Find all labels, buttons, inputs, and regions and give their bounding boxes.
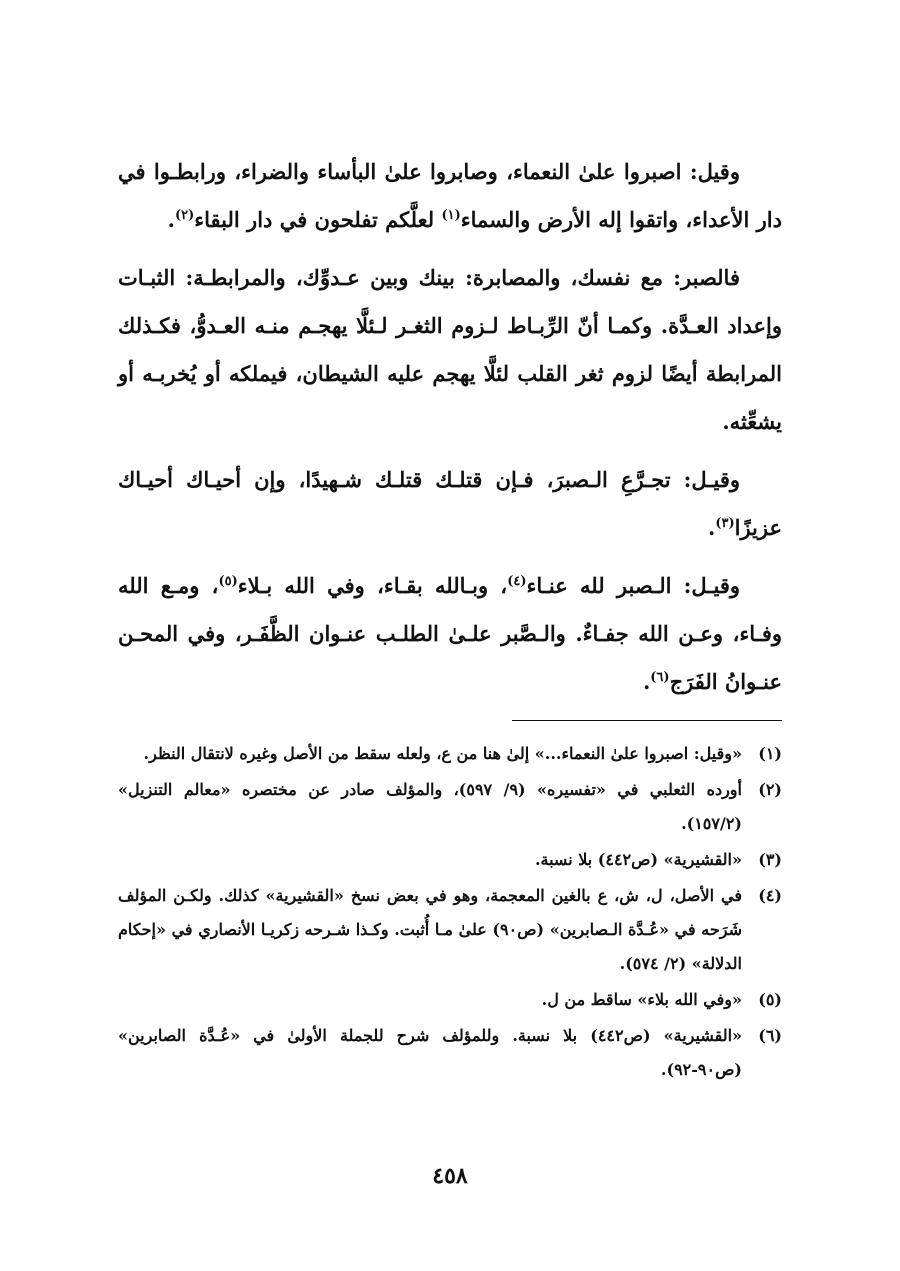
paragraph-text: . (167, 207, 175, 232)
footnote-text: في الأصل، ل، ش، ع بالغين المعجمة، وهو في بعض نسخ «القشيرية» كذلك. ولكـن المؤلف شَرَحه في «عُـدَّة الـصابرين» (ص٩٠) علىٰ مـا أُثبت. وكـذا شـرحه زكريـا الأنصاري في «إحكام الدلالة» (٢/ ٥٧٤). (118, 886, 743, 973)
footnote-reference[interactable]: (٦) (650, 670, 670, 685)
footnote-reference[interactable]: (٥) (218, 574, 238, 589)
paragraph (118, 148, 782, 244)
footnote-number: (٤) (758, 886, 782, 905)
footnote-separator (512, 720, 782, 721)
paragraph-text: وقيل: اصبروا علىٰ النعماء، وصابروا علىٰ البأساء والضراء، ورابطـوا في دار الأعداء، واتقوا إله الأرض والسماء (118, 159, 782, 232)
paragraph-text: وقيـل: الـصبر لله عنـاء (526, 573, 741, 598)
page-body (118, 148, 782, 1089)
footnote-text: «وقيل: اصبروا علىٰ النعماء...» إلىٰ هنا من ع، ولعله سقط من الأصل وغيره لانتقال النظر. (143, 744, 742, 763)
footnote-number: (٣) (758, 850, 782, 869)
main-text (118, 148, 782, 706)
footnote-item (118, 983, 782, 1017)
footnote-number: (٦) (758, 1026, 782, 1045)
paragraph (118, 254, 782, 446)
footnote-text: أورده الثعلبي في «تفسيره» (٩/ ٥٩٧)، والمؤلف صادر عن مختصره «معالم التنزيل» (١٥٧/٢). (118, 780, 742, 833)
paragraph-text: وقيـل: تجـرَّعِ الـصبرَ، فـإن قتلـك قتلـك شـهيدًا، وإن أحيـاك أحيـاك عزيزًا (118, 467, 782, 540)
footnote-number: (١) (758, 744, 782, 763)
footnotes-section (118, 737, 782, 1087)
footnote-item (118, 1019, 782, 1087)
footnote-reference[interactable]: (٢) (174, 208, 195, 223)
footnote-item (118, 843, 782, 877)
footnote-text: «القشيرية» (ص٤٤٢) بلا نسبة. (534, 850, 742, 869)
paragraph-text: لعلَّكم تفلحون في دار البقاء (194, 207, 442, 232)
footnote-number: (٢) (758, 780, 782, 799)
footnote-reference[interactable]: (١) (441, 208, 461, 223)
footnote-item (118, 737, 782, 771)
paragraph-text: . (642, 669, 651, 694)
paragraph-text: ، وبـالله بقـاء، وفي الله بـلاء (237, 573, 508, 598)
footnote-text: «وفي الله بلاء» ساقط من ل. (541, 990, 742, 1009)
footnote-number: (٥) (758, 990, 782, 1009)
paragraph-text: . (708, 515, 716, 540)
footnote-reference[interactable]: (٤) (507, 574, 527, 589)
footnote-item (118, 773, 782, 841)
paragraph (118, 456, 782, 552)
footnote-item (118, 879, 782, 981)
paragraph-text: فالصبر: مع نفسك، والمصابرة: بينك وبين عـدوِّك، والمرابطـة: الثبـات وإعداد العـدَّة. وكمـا أنّ الرِّبـاط لـزوم الثغـر لـئلَّا يهجـم منـه العـدوُّ، فكـذلك المرابطة أيضًا لزوم ثغر القلب لئلَّا يهجم عليه الشيطان، فيملكه أو يُخربـه أو يشعِّثه. (118, 265, 782, 434)
footnote-text: «القشيرية» (ص٤٤٢) بلا نسبة. وللمؤلف شرح للجملة الأولىٰ في «عُـدَّة الصابرين» (ص٩٠-٩٢). (118, 1026, 743, 1079)
paragraph (118, 562, 782, 706)
footnote-reference[interactable]: (٣) (715, 516, 735, 531)
paragraph-text: ، ومـع الله وفـاء، وعـن الله جفـاءٌ. والـصَّبر علـىٰ الطلـب عنـوان الظَّفَـر، وفي المحـن عنـوانُ الفَرَج (118, 573, 782, 694)
page-number: ٤٥٨ (432, 1163, 468, 1189)
